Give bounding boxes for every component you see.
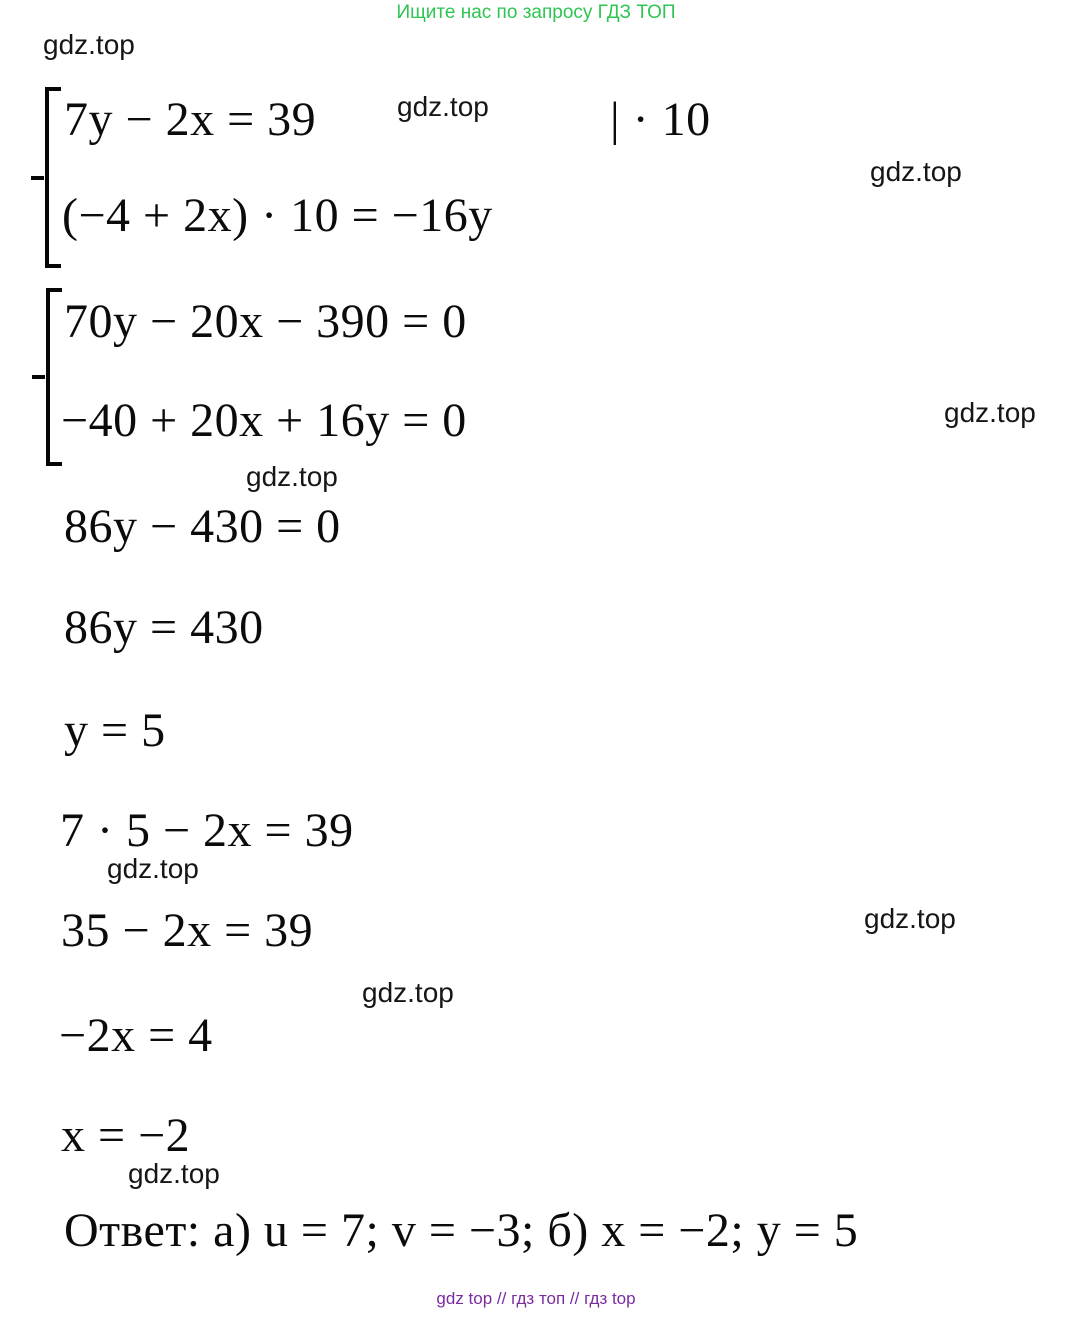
watermark-gdz-top: gdz.top bbox=[128, 1158, 220, 1189]
equation-step-6: −2x = 4 bbox=[59, 1009, 213, 1062]
watermark-gdz-top: gdz.top bbox=[43, 29, 135, 60]
system1-bracket-icon bbox=[45, 87, 61, 268]
watermark-gdz-top: gdz.top bbox=[246, 461, 338, 492]
equation-step-7: x = −2 bbox=[61, 1109, 191, 1162]
equation-step-2: 86y = 430 bbox=[64, 601, 264, 654]
equation-system1-line1: 7y − 2x = 39 bbox=[64, 93, 317, 146]
equation-system1-multiplier: | · 10 bbox=[610, 93, 711, 146]
equation-step-5: 35 − 2x = 39 bbox=[61, 904, 314, 957]
answer-line: Ответ: а) u = 7; v = −3; б) x = −2; y = 5 bbox=[64, 1204, 859, 1257]
header-search-hint: Ищите нас по запросу ГДЗ ТОП bbox=[396, 2, 676, 23]
equation-system1-line2: (−4 + 2x) · 10 = −16y bbox=[62, 189, 493, 242]
equation-system2-line2: −40 + 20x + 16y = 0 bbox=[61, 394, 467, 447]
equation-step-4: 7 · 5 − 2x = 39 bbox=[60, 804, 354, 857]
system2-bracket-icon bbox=[46, 288, 62, 466]
watermark-gdz-top: gdz.top bbox=[870, 156, 962, 187]
watermark-gdz-top: gdz.top bbox=[397, 91, 489, 122]
watermark-gdz-top: gdz.top bbox=[864, 903, 956, 934]
watermark-gdz-top: gdz.top bbox=[107, 853, 199, 884]
footer-site-links: gdz top // гдз топ // гдз top bbox=[436, 1289, 636, 1308]
equation-system2-line1: 70y − 20x − 390 = 0 bbox=[64, 295, 467, 348]
watermark-gdz-top: gdz.top bbox=[944, 397, 1036, 428]
equation-step-1: 86y − 430 = 0 bbox=[64, 500, 341, 553]
watermark-gdz-top: gdz.top bbox=[362, 977, 454, 1008]
equation-step-3: y = 5 bbox=[64, 704, 166, 757]
